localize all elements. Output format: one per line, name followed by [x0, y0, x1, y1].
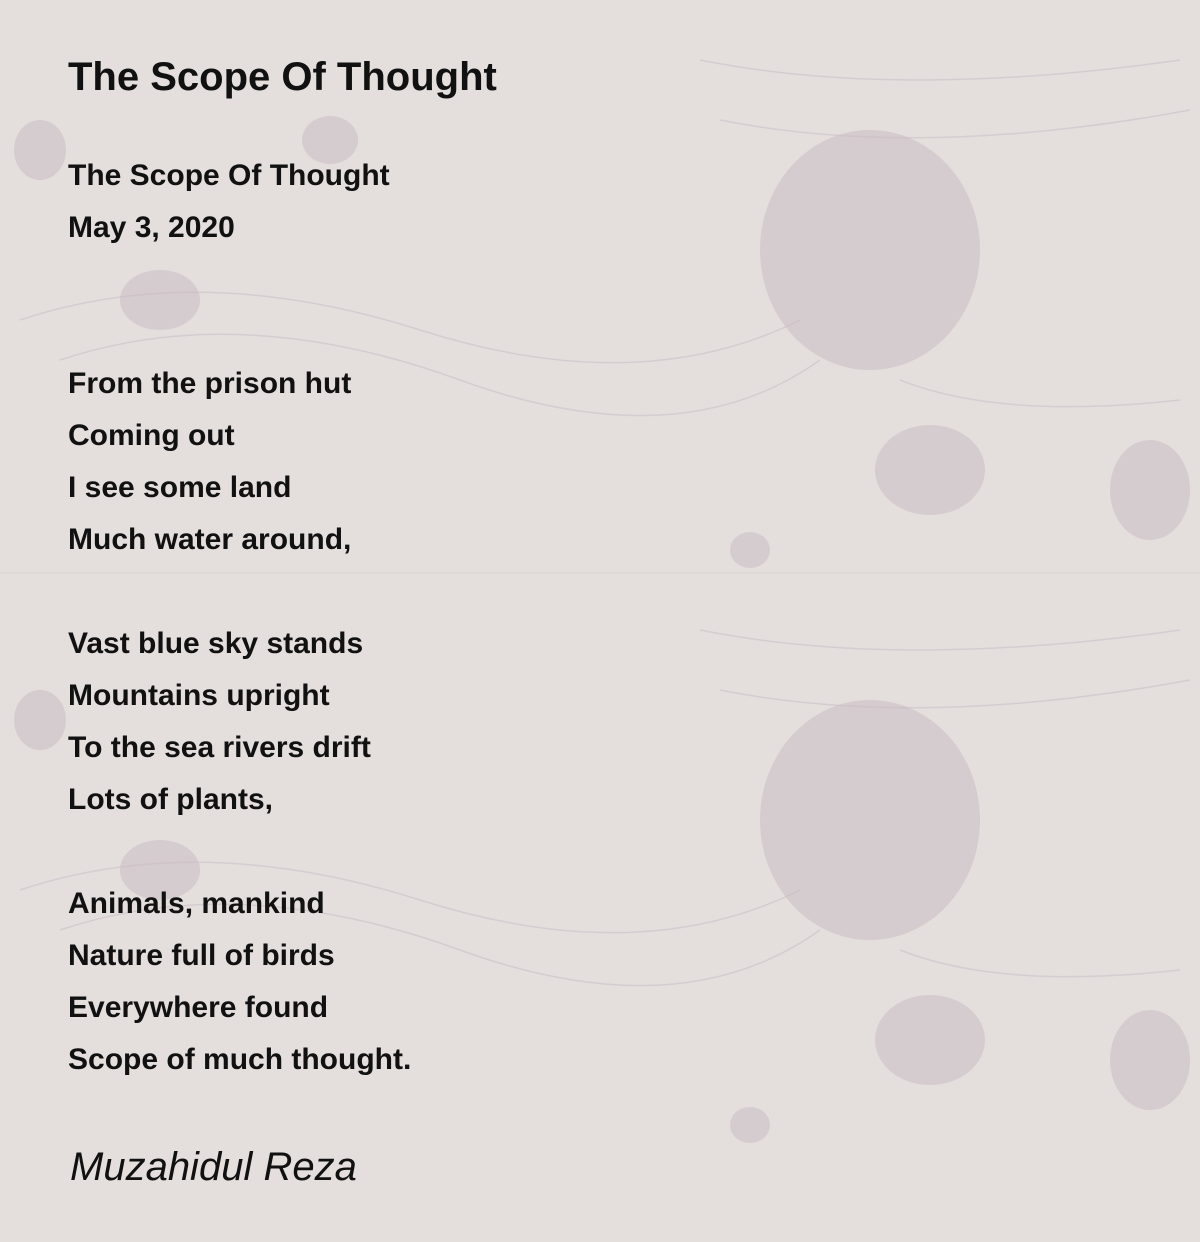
poem-line: From the prison hut: [68, 367, 352, 400]
poem-line: Everywhere found: [68, 991, 329, 1024]
poem-line: Mountains upright: [68, 679, 330, 712]
poem-line: Much water around,: [68, 523, 352, 556]
author-name: Muzahidul Reza: [70, 1145, 357, 1189]
poem-body: [68, 150, 1068, 1086]
poem-line: [68, 306, 1068, 358]
poem-line: Vast blue sky stands: [68, 627, 364, 660]
poem-line: Nature full of birds: [68, 939, 335, 972]
page-title: The Scope Of Thought: [68, 55, 497, 99]
poem-line: [68, 566, 1068, 618]
poem-line: May 3, 2020: [68, 211, 235, 244]
poem-line: Coming out: [68, 419, 235, 452]
poem-line: Scope of much thought.: [68, 1043, 412, 1076]
poem-line: To the sea rivers drift: [68, 731, 371, 764]
poem-line: I see some land: [68, 471, 292, 504]
poem-line: [68, 826, 1068, 878]
poem-line: The Scope Of Thought: [68, 159, 390, 192]
poem-line: Animals, mankind: [68, 887, 325, 920]
poem-line: [68, 254, 1068, 306]
poem-line: Lots of plants,: [68, 783, 273, 816]
